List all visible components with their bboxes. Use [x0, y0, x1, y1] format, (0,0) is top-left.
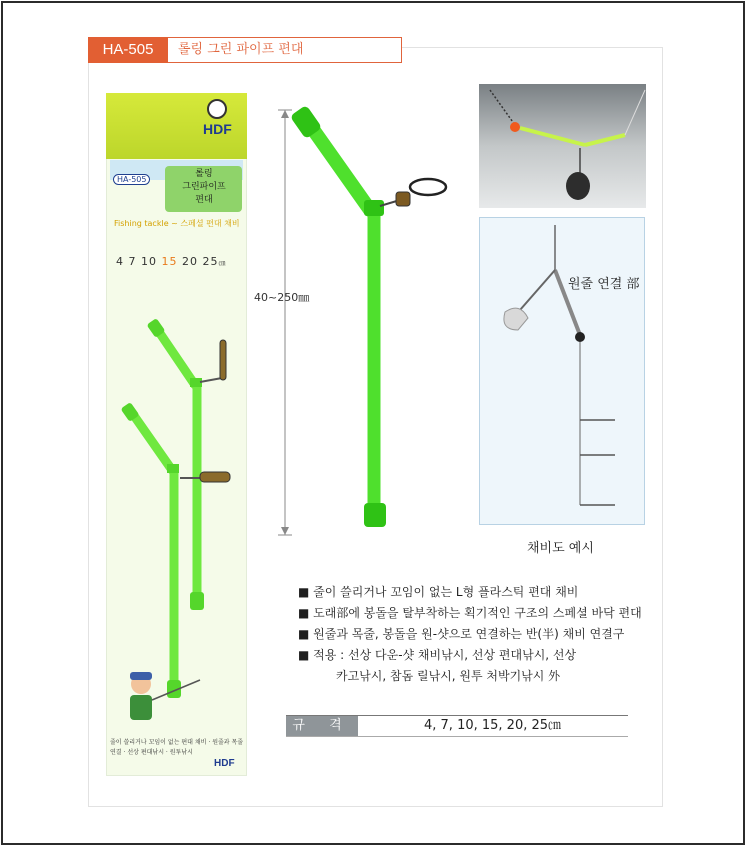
length-range-label: 40~250㎜: [254, 291, 310, 304]
package-bottom-text: 줄이 쓸리거나 꼬임이 없는 편대 채비 · 원줄과 목줄 연결 · 선상 편대낚시 · 원투낚시: [110, 739, 244, 756]
diagram-caption: 채비도 예시: [527, 541, 594, 556]
spec-row: [286, 715, 628, 737]
dimension-line: [278, 110, 292, 535]
package-pipe-lower: [120, 402, 230, 698]
product-title: 롤링 그린 파이프 편대: [178, 42, 304, 57]
feature-item: ■ 원줄과 목줄, 봉돌을 원-샷으로 연결하는 반(半) 채비 연결구: [298, 627, 625, 641]
package-subtext: Fishing tackle ~ 스페셜 편대 채비: [114, 219, 240, 228]
main-product-pipe: [290, 105, 446, 527]
spec-value: 4, 7, 10, 15, 20, 25㎝: [424, 718, 562, 733]
package-size-item: 25: [202, 255, 219, 268]
package-size-item: 15: [161, 255, 182, 268]
spec-divider-bottom: [286, 736, 628, 737]
feature-list: [298, 582, 658, 687]
package-fisherman-illustration: [130, 672, 200, 720]
package-size-item: 7: [128, 255, 141, 268]
package-brand: HDF: [203, 121, 232, 137]
package-size-unit: ㎝: [218, 259, 227, 267]
usage-photo: [490, 90, 645, 200]
rig-diagram: [504, 225, 615, 505]
model-code-badge: HA-505: [88, 37, 168, 63]
feature-item-continuation: 카고낚시, 참돔 릴낚시, 원투 처박기낚시 外: [336, 669, 561, 683]
feature-item: ■ 적용 : 선상 다운-샷 채비낚시, 선상 편대낚시, 선상: [298, 648, 577, 662]
main-line-connection-label: 원줄 연결 部: [568, 277, 640, 292]
package-pipe-upper: [146, 318, 226, 610]
feature-item: ■ 줄이 쓸리거나 꼬임이 없는 L형 플라스틱 편대 채비: [298, 585, 579, 599]
package-model-code: HA-505: [113, 174, 150, 185]
spec-label: 규 격: [286, 716, 358, 736]
feature-item: ■ 도래部에 봉돌을 탈부착하는 획기적인 구조의 스페셜 바닥 편대: [298, 606, 642, 620]
package-product-label: 롤링 그린파이프 편대: [182, 169, 226, 205]
package-size-item: 4: [116, 255, 129, 268]
package-size-item: 10: [141, 255, 162, 268]
package-bottom-brand: HDF: [214, 758, 235, 769]
package-size-item: 20: [182, 255, 203, 268]
